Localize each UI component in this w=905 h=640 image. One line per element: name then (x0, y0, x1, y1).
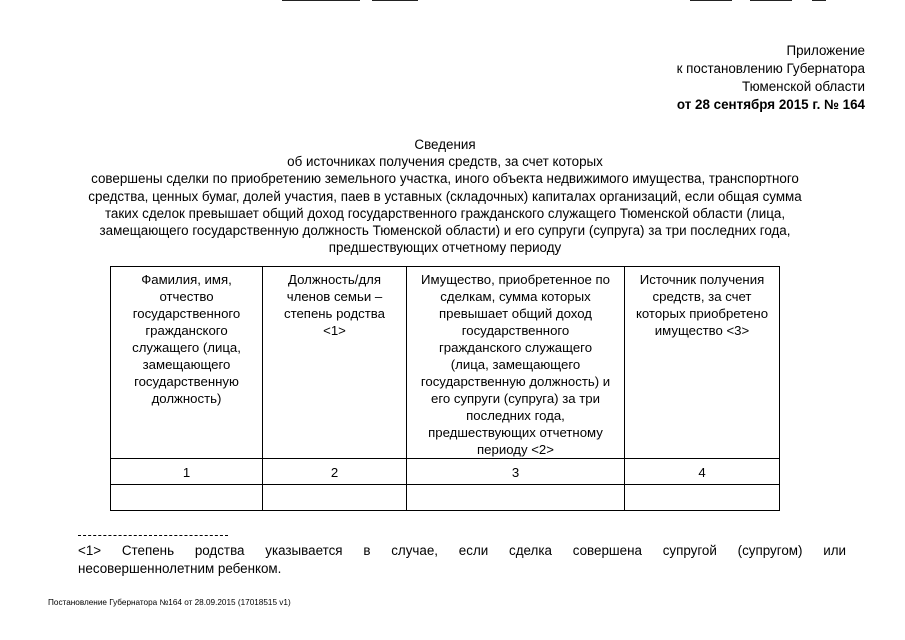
header-cell-property: Имущество, приобретенное по сделкам, сумма которых превышает общий доход государственного гражданского служащего (лица, замещающего государственную должность) и его супруги (супруга) за три последних года, предшествующих отчетному периоду <2> (407, 267, 625, 459)
header-cell-position: Должность/для членов семьи – степень родства <1> (263, 267, 407, 459)
column-number: 1 (111, 459, 263, 485)
heading-line: об источниках получения средств, за счет которых (287, 154, 603, 170)
document-stamp: Постановление Губернатора №164 от 28.09.2015 (17018515 v1) (48, 598, 291, 607)
annex-date-number: от 28 сентября 2015 г. № 164 (676, 97, 865, 112)
footnote-line-2: несовершеннолетним ребенком. (78, 561, 282, 576)
table-cell (111, 485, 263, 511)
table-header-row (111, 267, 780, 459)
sources-table (110, 266, 780, 511)
heading-line: Сведения (414, 137, 476, 152)
document-heading (60, 136, 830, 256)
footnote (78, 542, 846, 578)
column-number: 2 (263, 459, 407, 485)
footnote-line-1: <1> Степень родства указывается в случае, если сделка совершена супругой (супругом) или (78, 543, 846, 558)
top-edge-line (812, 0, 826, 1)
heading-line: таких сделок превышает общий доход государственного гражданского служащего Тюменской области (лица, (104, 205, 786, 221)
annex-block (560, 42, 865, 114)
top-edge-line (750, 0, 792, 1)
top-edge-line (690, 0, 732, 1)
table-number-row (111, 459, 780, 485)
table-cell (625, 485, 780, 511)
column-number: 4 (625, 459, 780, 485)
heading-line: предшествующих отчетному периоду (328, 240, 562, 256)
annex-region: Тюменской области (742, 79, 865, 94)
annex-decree-ref: к постановлению Губернатора (676, 61, 865, 76)
table-row (111, 485, 780, 511)
footnote-separator (78, 535, 228, 536)
table-cell (407, 485, 625, 511)
top-edge-line (372, 0, 418, 1)
header-cell-name: Фамилия, имя, отчество государственного гражданского служащего (лица, замещающего государственную должность) (111, 267, 263, 459)
heading-line: средства, ценных бумаг, долей участия, паев в уставных (складочных) капиталах организаций, если общая сумма (88, 188, 802, 204)
annex-title: Приложение (786, 43, 865, 58)
header-cell-source: Источник получения средств, за счет которых приобретено имущество <3> (625, 267, 780, 459)
column-number: 3 (407, 459, 625, 485)
heading-line: замещающего государственную должность Тюменской области) и его супруги (супруга) за три последних года, (99, 223, 791, 239)
top-edge-line (282, 0, 360, 1)
table-cell (263, 485, 407, 511)
heading-line: совершены сделки по приобретению земельного участка, иного объекта недвижимого имущества, транспортного (91, 171, 799, 187)
